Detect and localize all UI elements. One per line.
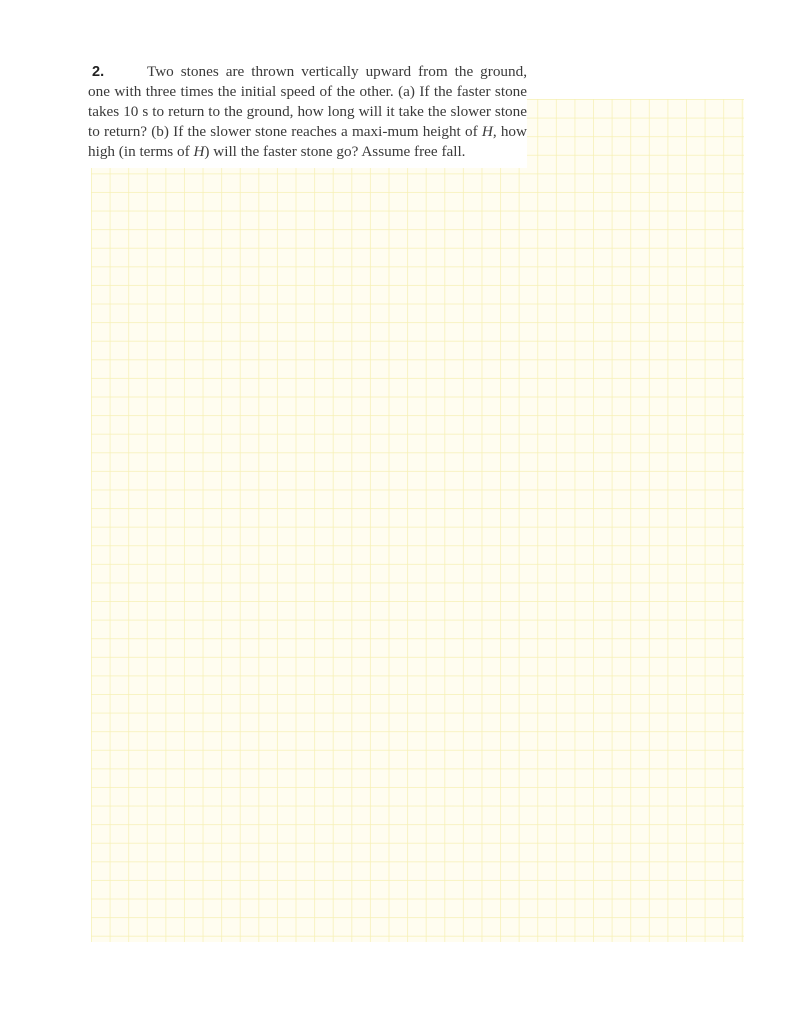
- variable-h: H: [481, 123, 493, 140]
- problem-number: 2.: [92, 64, 105, 80]
- graph-paper-background: [91, 99, 744, 942]
- problem-text-part-2: , how high (in terms of: [88, 123, 527, 160]
- variable-h: H: [193, 143, 205, 160]
- problem-statement: [88, 62, 527, 168]
- problem-text-part-3: ) will the faster stone go? Assume free fall.: [204, 143, 466, 160]
- problem-text-part-1: Two stones are thrown vertically upward from the ground, one with three times the initial speed of the other. (a) If the faster stone takes 10 s to return to the ground, how long will it take the slower stone to return? (b) If the slower stone reaches a maxi-mum height of: [88, 63, 527, 140]
